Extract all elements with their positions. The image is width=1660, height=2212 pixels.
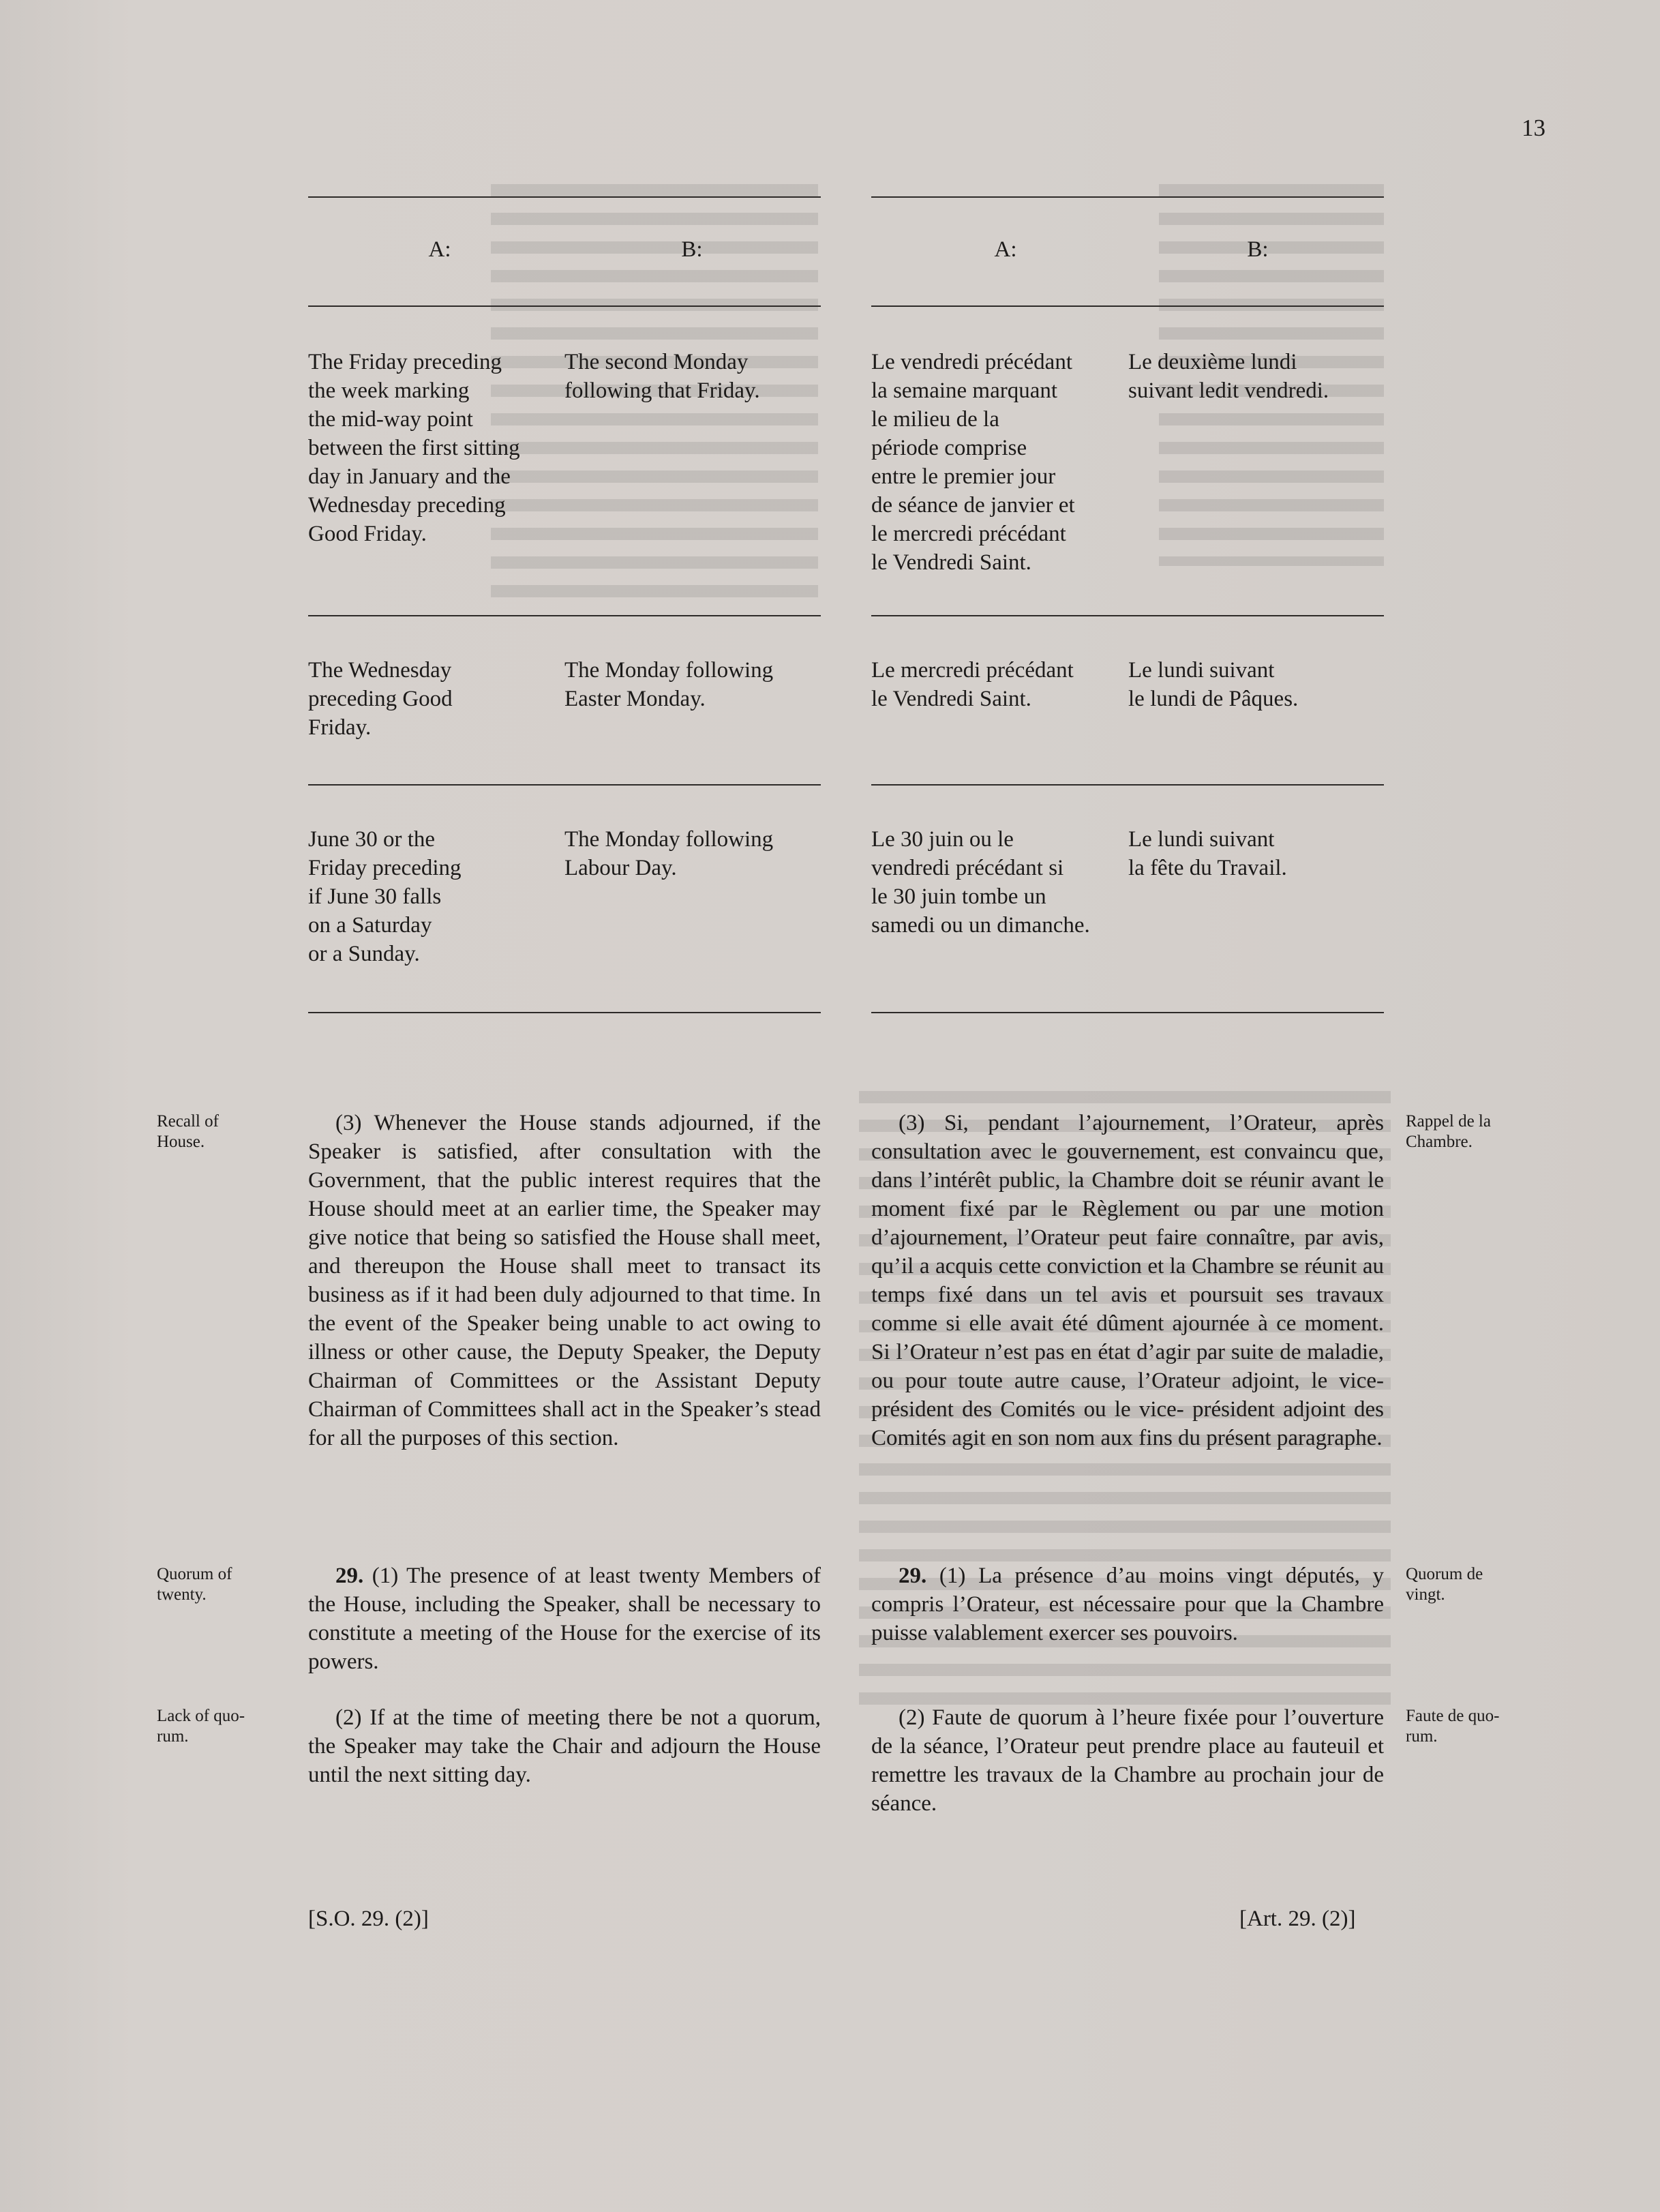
table-rule: [308, 196, 821, 198]
table-cell: Le lundi suivant la fête du Travail.: [1128, 827, 1287, 880]
table-cell: The Wednesday preceding Good Friday.: [308, 658, 453, 740]
paragraph-lack-en: (2) If at the time of meeting there be not a quorum, the Speaker may take the Chair and adjourn the House until the next sitting day.: [308, 1705, 821, 1787]
table-cell: Le 30 juin ou le vendredi précédant si le 30 juin tombe un samedi ou un dimanche.: [871, 827, 1090, 938]
column-header-b: B:: [1247, 237, 1269, 262]
table-cell: The second Monday following that Friday.: [564, 350, 760, 403]
table-rule: [871, 615, 1384, 616]
footer-reference-fr: [Art. 29. (2)]: [1239, 1907, 1356, 1931]
margin-note-lack-en: Lack of quo- rum.: [157, 1707, 245, 1746]
footer-reference-en: [S.O. 29. (2)]: [308, 1907, 429, 1931]
margin-note-quorum-fr: Quorum de vingt.: [1406, 1565, 1483, 1604]
paragraph-quorum-fr: [871, 1561, 1384, 1647]
column-header-a: A:: [428, 237, 451, 262]
table-cell: The Monday following Labour Day.: [564, 827, 774, 880]
section-number: 29.: [335, 1564, 364, 1588]
table-cell: Le vendredi précédant la semaine marquant le milieu de la période comprise entre le premier jour de séance de janvier et le mercredi précédant le Vendredi Saint.: [871, 350, 1075, 575]
table-cell: Le deuxième lundi suivant ledit vendredi.: [1128, 350, 1329, 403]
margin-note-lack-fr: Faute de quo- rum.: [1406, 1707, 1500, 1746]
table-rule: [871, 196, 1384, 198]
table-cell: Le mercredi précédant le Vendredi Saint.: [871, 658, 1074, 711]
table-rule: [308, 1012, 821, 1013]
margin-note-quorum-en: Quorum of twenty.: [157, 1565, 232, 1604]
table-rule: [871, 1012, 1384, 1013]
table-rule: [308, 615, 821, 616]
table-rule: [308, 305, 821, 307]
paragraph-lack-fr: (2) Faute de quorum à l’heure fixée pour l’ouverture de la séance, l’Orateur peut prendre place au fauteuil et remettre les travaux de la Chambre au prochain jour de séance.: [871, 1705, 1384, 1816]
page-number: 13: [1522, 115, 1545, 141]
table-cell: June 30 or the Friday preceding if June 30 falls on a Saturday or a Sunday.: [308, 827, 462, 966]
margin-note-recall-fr: Rappel de la Chambre.: [1406, 1112, 1491, 1151]
column-header-b: B:: [681, 237, 703, 262]
section-text: (1) The presence of at least twenty Members of the House, including the Speaker, shall be necessary to constitute a meeting of the House for the exercise of its powers.: [308, 1564, 821, 1674]
table-rule: [871, 305, 1384, 307]
paragraph-quorum-en: [308, 1561, 821, 1676]
section-text: (1) La présence d’au moins vingt députés, y compris l’Orateur, est nécessaire pour que la Chambre puisse valablement exercer ses pouvoirs.: [871, 1564, 1384, 1645]
paragraph-recall-en: (3) Whenever the House stands adjourned, if the Speaker is satisfied, after consultation with the Government, that the public interest requires that the House should meet at an earlier time, the Speaker may give notice that being so satisfied the House shall meet, and thereupon the House shall meet to transact its business as if it had been duly adjourned to that time. In the event of the Speaker being unable to act owing to illness or other cause, the Deputy Speaker, the Deputy Chairman of Committees or the Assistant Deputy Chairman of Committees shall act in the Speaker’s stead for all the purposes of this section.: [308, 1111, 821, 1450]
table-cell: The Friday preceding the week marking the mid-way point between the first sitting day in January and the Wednesday preceding Good Friday.: [308, 350, 520, 546]
section-number: 29.: [899, 1564, 927, 1588]
column-header-a: A:: [994, 237, 1017, 262]
paragraph-recall-fr: (3) Si, pendant l’ajournement, l’Orateur, après consultation avec le gouvernement, est convaincu que, dans l’intérêt public, la Chambre doit se réunir avant le moment fixé par le Règlement ou par une motion d’ajournement, l’Orateur peut faire connaître, par avis, qu’il a acquis cette conviction et la Chambre se réunit au temps fixé dans un tel avis et poursuit ses travaux comme si elle avait été dûment ajournée à ce moment. Si l’Orateur n’est pas en état d’agir par suite de maladie, ou pour toute autre cause, l’Orateur adjoint, le vice-président des Comités ou le vice- président adjoint des Comités agit en son nom aux fins du présent paragraphe.: [871, 1111, 1384, 1450]
margin-note-recall-en: Recall of House.: [157, 1112, 219, 1151]
table-rule: [871, 784, 1384, 786]
table-cell: Le lundi suivant le lundi de Pâques.: [1128, 658, 1299, 711]
table-rule: [308, 784, 821, 786]
table-cell: The Monday following Easter Monday.: [564, 658, 774, 711]
